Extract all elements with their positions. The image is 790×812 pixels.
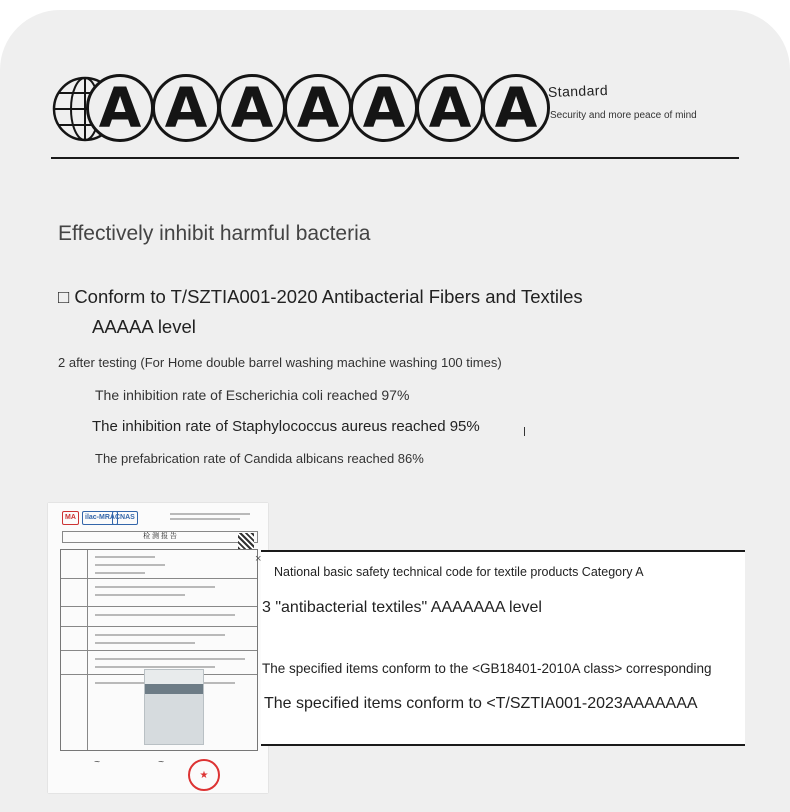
table-row	[61, 606, 257, 607]
signature-mark: ~	[94, 757, 100, 768]
header-divider	[51, 157, 739, 159]
underwear-sample-photo	[144, 669, 204, 745]
grade-letter: A	[416, 74, 484, 142]
headline: Effectively inhibit harmful bacteria	[58, 222, 371, 245]
report-logos	[60, 511, 260, 529]
report-title: 检 测 报 告	[62, 531, 258, 543]
cnas-logo: CNAS	[112, 511, 138, 525]
table-row	[61, 650, 257, 651]
testing-note: 2 after testing (For Home double barrel washing machine washing 100 times)	[58, 355, 502, 370]
result-staph: The inhibition rate of Staphylococcus aureus reached 95%	[92, 418, 480, 435]
grade-letter: A	[152, 74, 220, 142]
grade-letter: A	[482, 74, 550, 142]
table-text	[95, 642, 195, 644]
qr-code-icon	[238, 533, 254, 549]
table-text	[95, 614, 235, 616]
table-text	[95, 564, 165, 566]
table-text	[95, 572, 145, 574]
result-ecoli: The inhibition rate of Escherichia coli reached 97%	[95, 387, 410, 403]
info-line-4: The specified items conform to <T/SZTIA001-2023AAAAAAA	[264, 695, 698, 712]
standard-header	[52, 74, 752, 146]
standard-title: Standard	[547, 81, 609, 100]
result-candida: The prefabrication rate of Candida albicans reached 86%	[95, 451, 424, 466]
standard-subtitle: Security and more peace of mind	[550, 110, 697, 121]
close-icon[interactable]: ×	[255, 553, 262, 565]
grade-letter: A	[284, 74, 352, 142]
report-org-text	[170, 518, 240, 520]
info-line-3: The specified items conform to the <GB18401-2010A class> corresponding	[262, 661, 712, 676]
cma-logo: MA	[62, 511, 79, 525]
table-row	[61, 578, 257, 579]
table-row	[61, 626, 257, 627]
garment-band	[145, 684, 203, 694]
conformance-line-2: AAAAA level	[92, 316, 196, 337]
info-line-2: 3 "antibacterial textiles" AAAAAAA level	[262, 599, 542, 616]
conformance-line-1: □ Conform to T/SZTIA001-2020 Antibacterial Fibers and Textiles	[58, 286, 583, 307]
signature-mark: ~	[158, 757, 164, 768]
grade-letter: A	[218, 74, 286, 142]
official-stamp: ★	[188, 759, 220, 791]
table-text	[95, 634, 225, 636]
grade-letter: A	[350, 74, 418, 142]
test-report-image	[48, 503, 268, 793]
garment-waist	[145, 670, 203, 684]
table-text	[95, 658, 245, 660]
text-cursor-mark	[524, 427, 525, 436]
report-org-text	[170, 513, 250, 515]
grade-letter: A	[86, 74, 154, 142]
table-text	[95, 586, 215, 588]
table-text	[95, 594, 185, 596]
table-text	[95, 556, 155, 558]
info-line-1: National basic safety technical code for textile products Category A	[274, 565, 644, 579]
table-text	[95, 666, 215, 668]
ilac-logo: ilac-MRA	[82, 511, 118, 525]
